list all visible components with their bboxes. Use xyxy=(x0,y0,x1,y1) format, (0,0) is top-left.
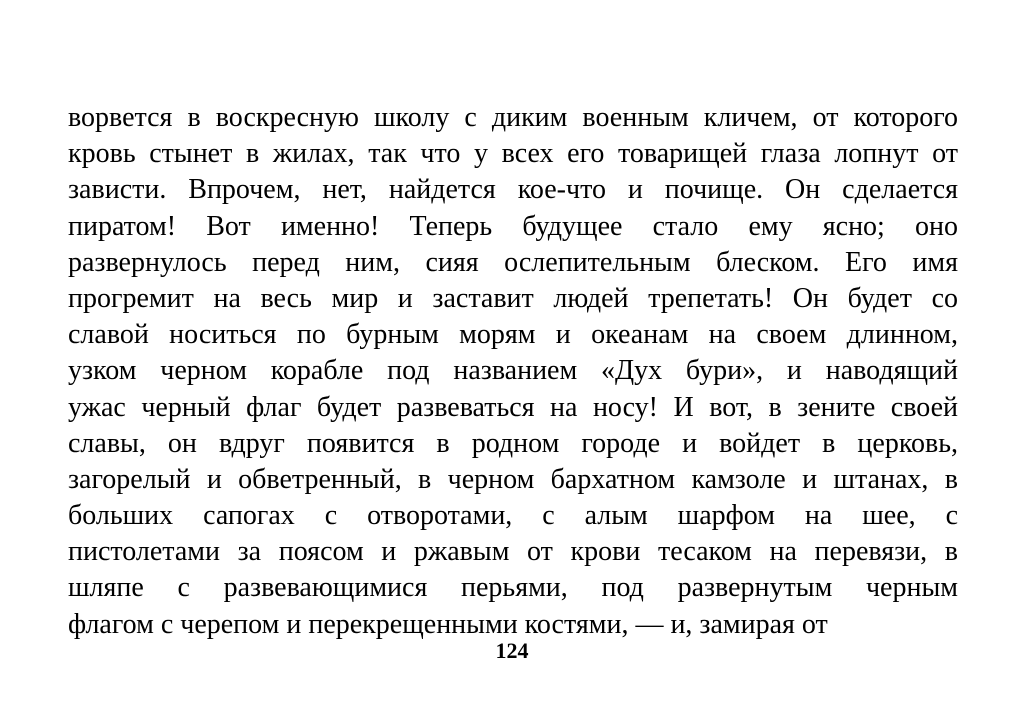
text-line: ужас черный флаг будет развеваться на носу! И вот, в зените своей xyxy=(68,391,958,423)
text-line: узком черном корабле под названием «Дух бури», и наводящий xyxy=(68,355,958,387)
text-line: зависти. Впрочем, нет, найдется кое-что и почище. Он сделается xyxy=(68,174,958,206)
page-number: 124 xyxy=(495,638,529,663)
text-line: ворвется в воскресную школу с диким военным кличем, от которого xyxy=(68,102,958,133)
text-line: славой носиться по бурным морям и океанам на своем длинном, xyxy=(68,319,958,351)
text-line: загорелый и обветренный, в черном бархатном камзоле и штанах, в xyxy=(68,463,958,495)
text-line: славы, он вдруг появится в родном городе и войдет в церковь, xyxy=(68,427,958,459)
text-line: шляпе с развевающимися перьями, под развернутым черным xyxy=(68,572,958,604)
text-line: пистолетами за поясом и ржавым от крови тесаком на перевязи, в xyxy=(68,536,958,568)
text-line-last: флагом с черепом и перекрещенными костями, — и, замирая от xyxy=(68,608,828,640)
text-line: развернулось перед ним, сияя ослепительным блеском. Его имя xyxy=(68,246,958,278)
text-line: кровь стынет в жилах, так что у всех его товарищей глаза лопнут от xyxy=(68,138,958,170)
text-line: пиратом! Вот именно! Теперь будущее стало ему ясно; оно xyxy=(68,210,958,242)
text-line: больших сапогах с отворотами, с алым шарфом на шее, с xyxy=(68,500,958,532)
body-text xyxy=(68,100,958,643)
text-line: прогремит на весь мир и заставит людей трепетать! Он будет со xyxy=(68,282,958,314)
